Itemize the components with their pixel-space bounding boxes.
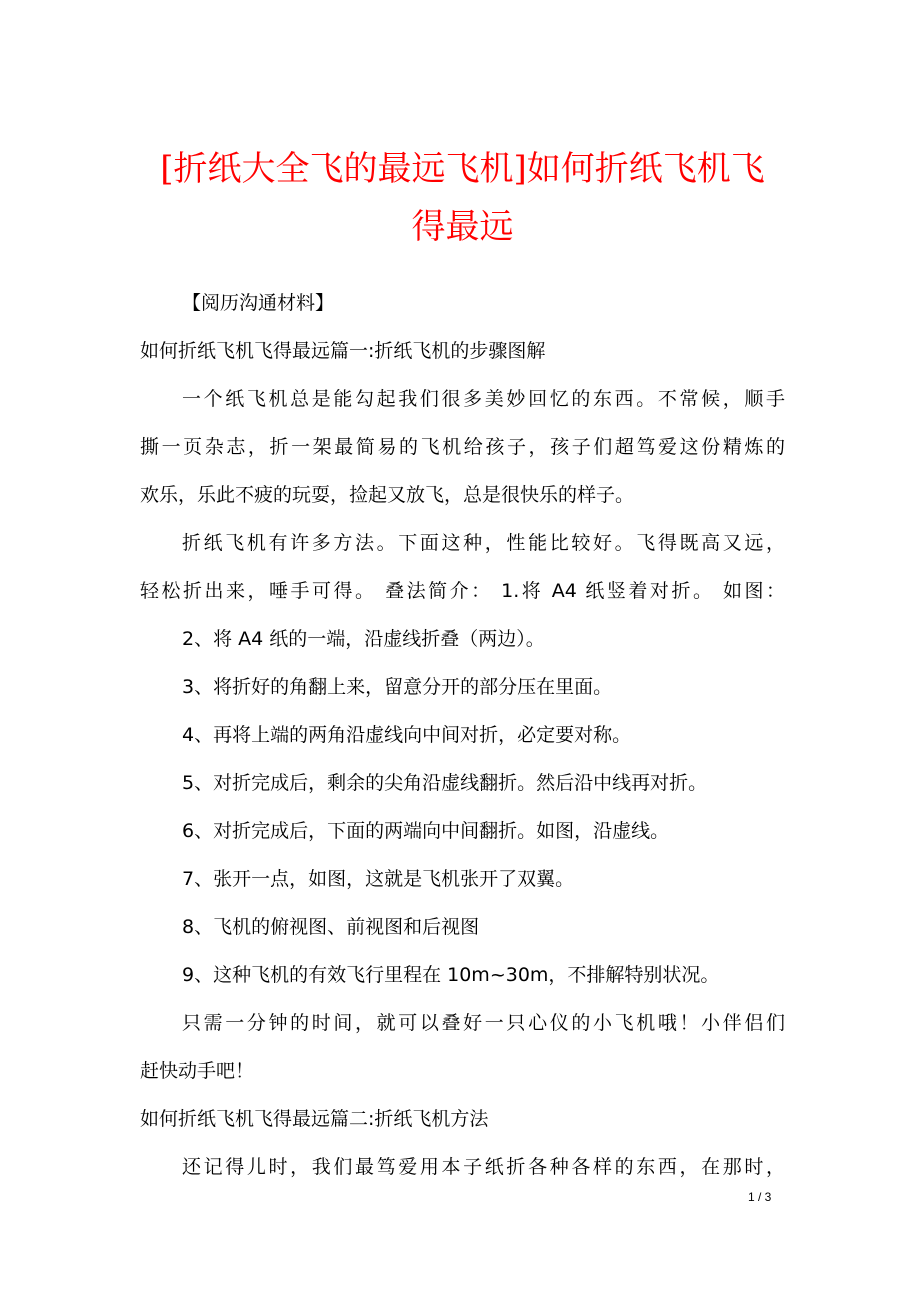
step-item: 3、将折好的角翻上来，留意分开的部分压在里面。 — [182, 676, 613, 698]
paragraph-line: 欢乐，乐此不疲的玩耍，捡起又放飞，总是很快乐的样子。 — [140, 484, 635, 506]
section-heading-2: 如何折纸飞机飞得最远篇二:折纸飞机方法 — [140, 1108, 489, 1130]
step-item: 8、飞机的俯视图、前视图和后视图 — [182, 916, 480, 938]
step-item: 6、对折完成后，下面的两端向中间翻折。如图，沿虚线。 — [182, 820, 670, 842]
paragraph-line: 赶快动手吧！ — [140, 1060, 255, 1082]
step-item: 9、这种飞机的有效飞行里程在 10m~30m，不排解特别状况。 — [182, 964, 720, 986]
document-body — [140, 279, 785, 1191]
paragraph-line: 折纸飞机有许多方法。下面这种，性能比较好。飞得既高又远， — [182, 532, 785, 554]
paragraph-line: 一个纸飞机总是能勾起我们很多美妙回忆的东西。不常候，顺手 — [182, 388, 785, 410]
step-item: 4、再将上端的两角沿虚线向中间对折，必定要对称。 — [182, 724, 632, 746]
title-line-2: 得最远 — [411, 207, 514, 247]
step-item: 2、将 A4 纸的一端，沿虚线折叠（两边）。 — [182, 628, 545, 650]
paragraph-line: 只需一分钟的时间，就可以叠好一只心仪的小飞机哦！小伴侣们 — [182, 1012, 785, 1034]
paragraph-line: 轻松折出来，唾手可得。 叠法简介： 1.将 A4 纸竖着对折。 如图： — [140, 580, 785, 602]
step-item: 7、张开一点，如图，这就是飞机张开了双翼。 — [182, 868, 575, 890]
section-heading-1: 如何折纸飞机飞得最远篇一:折纸飞机的步骤图解 — [140, 340, 546, 362]
step-item: 5、对折完成后，剩余的尖角沿虚线翻折。然后沿中线再对折。 — [182, 772, 708, 794]
title-line-1: [折纸大全飞的最远飞机]如何折纸飞机飞 — [160, 149, 765, 189]
document-title — [140, 140, 785, 256]
paragraph-line: 还记得儿时，我们最笃爱用本子纸折各种各样的东西，在那时， — [182, 1156, 785, 1178]
paragraph-line: 撕一页杂志，折一架最简易的飞机给孩子，孩子们超笃爱这份精炼的 — [140, 436, 785, 458]
page-number: 1 / 3 — [748, 1190, 772, 1204]
source-label: 【阅历沟通材料】 — [182, 292, 335, 314]
